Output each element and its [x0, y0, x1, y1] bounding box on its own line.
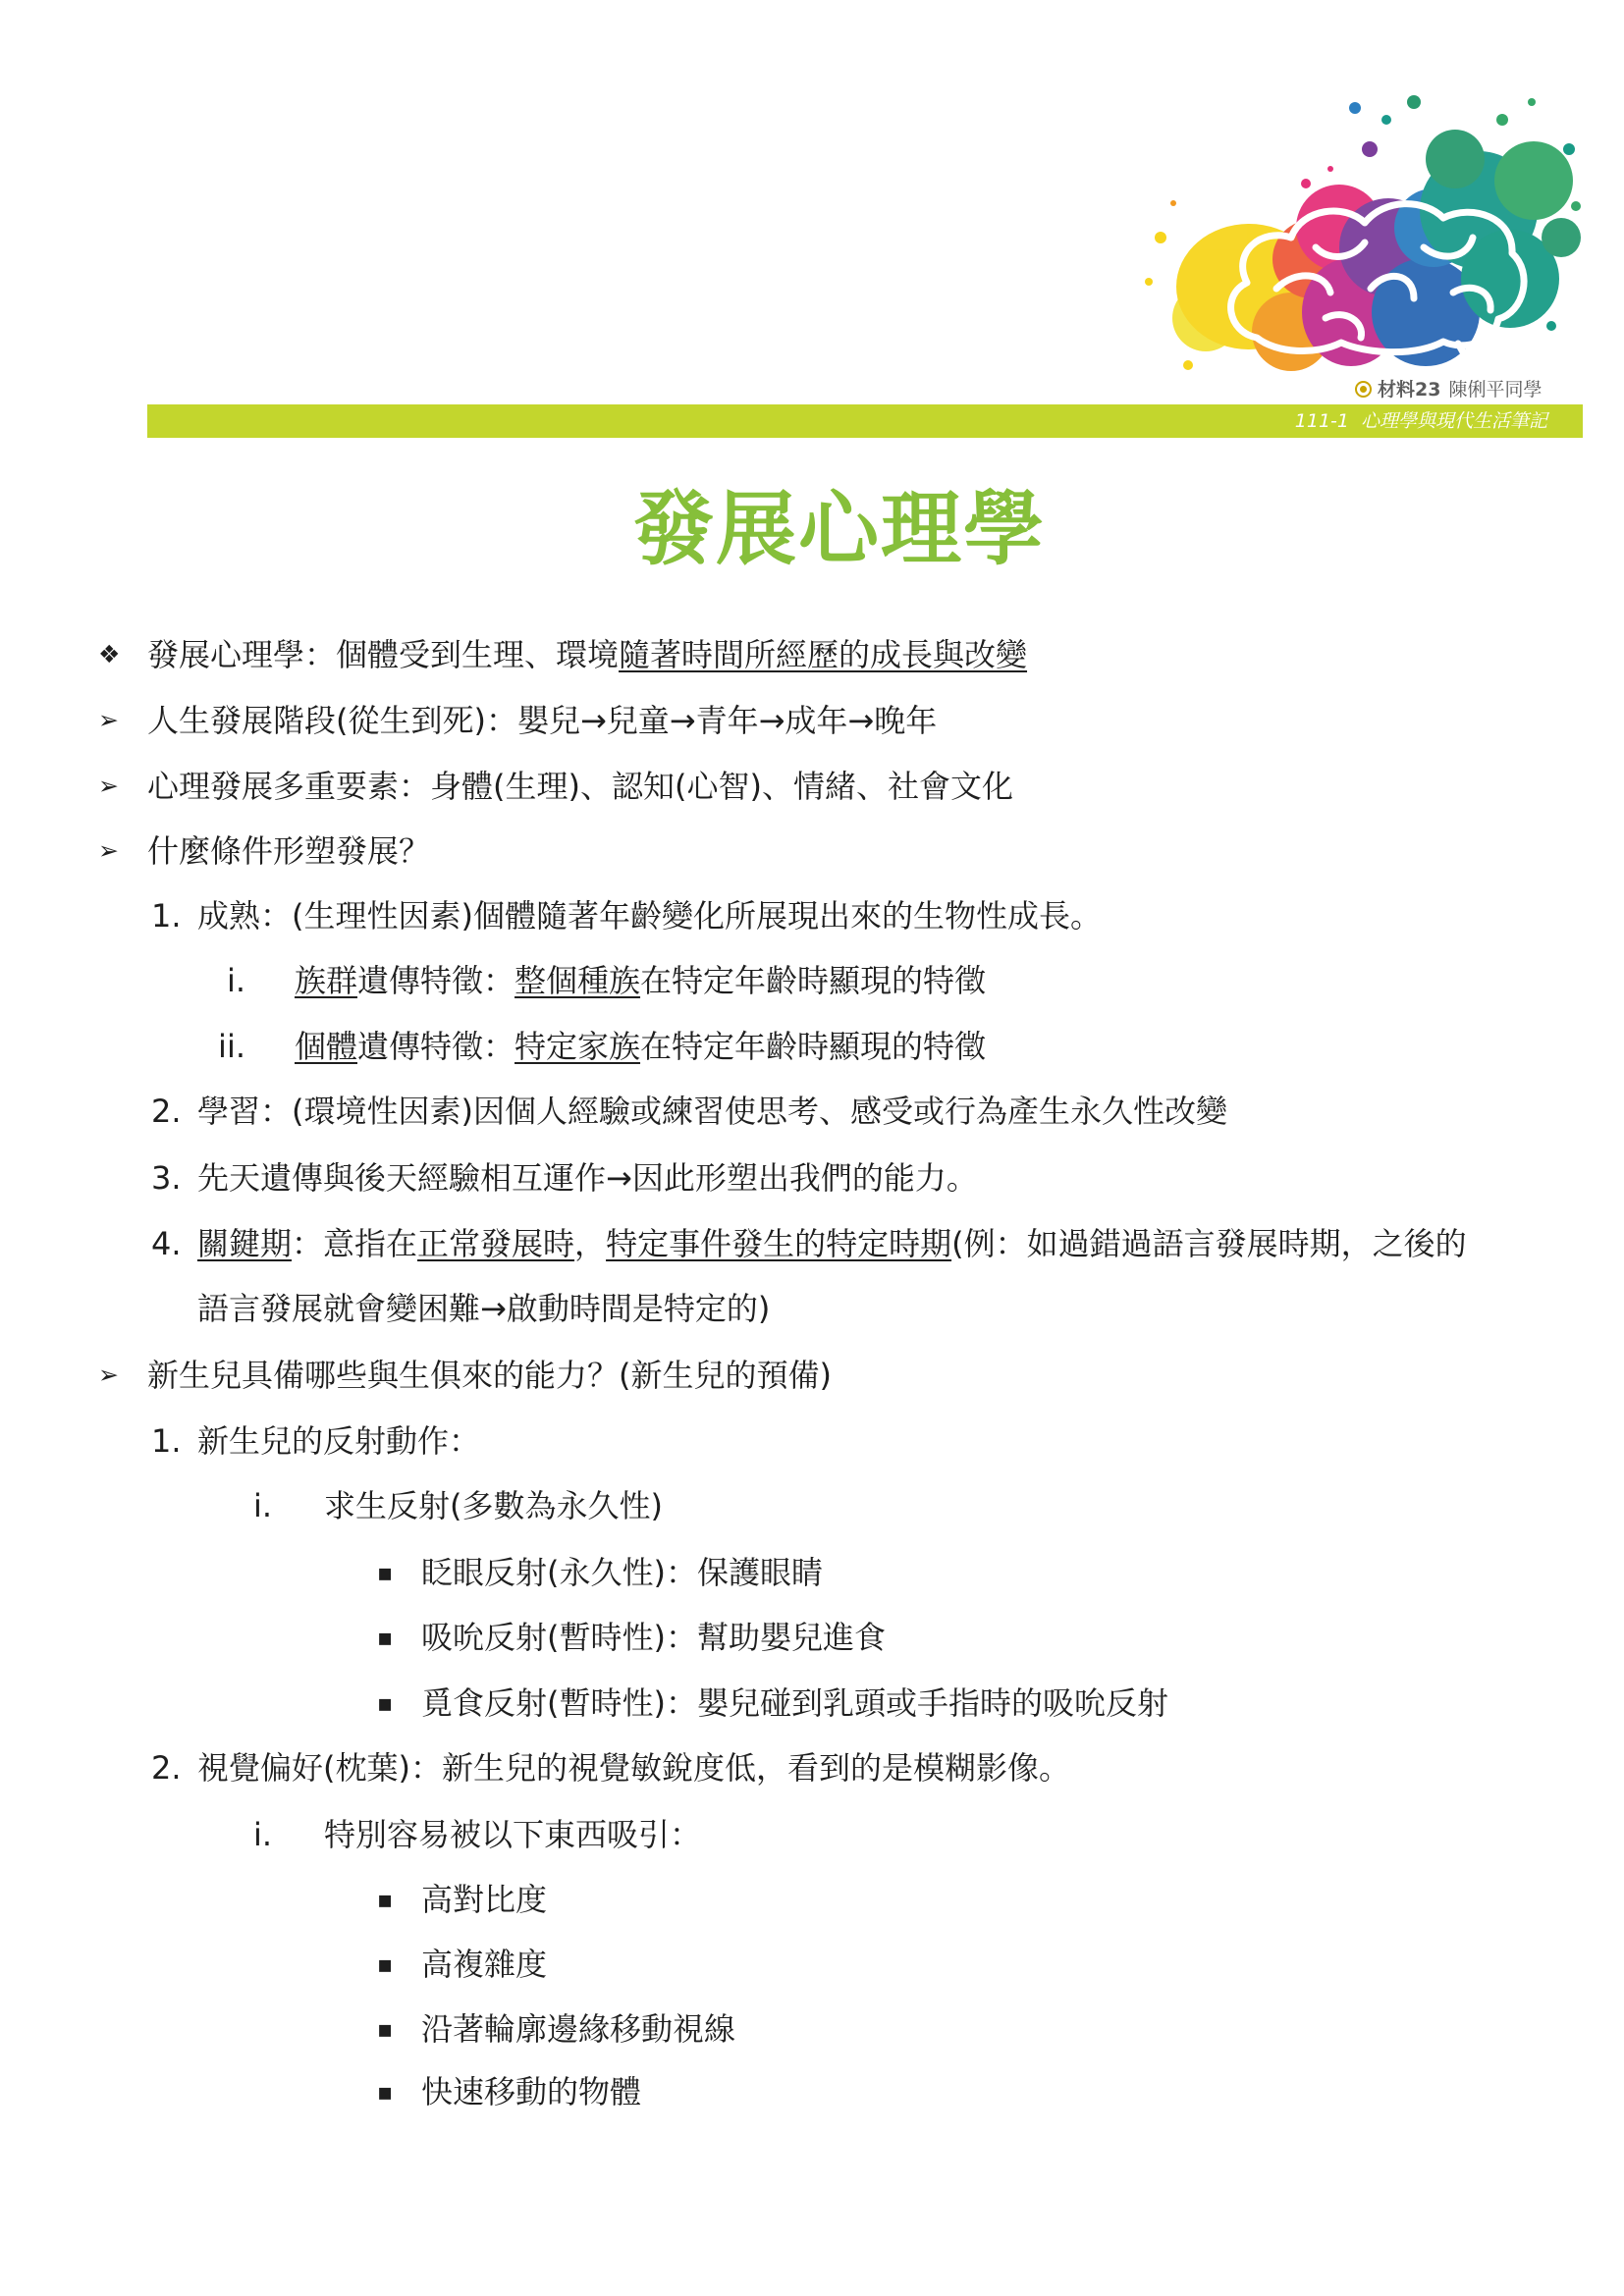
text-segment: ：意指在 — [292, 1225, 418, 1262]
list-item-text: 快速移動的物體 — [421, 2073, 642, 2110]
list-number: 2. — [151, 1093, 182, 1130]
list-item-text: 成熟：(生理性因素)個體隨著年齡變化所展現出來的生物性成長。 — [197, 897, 1102, 934]
list-item-text: 高對比度 — [421, 1881, 548, 1918]
list-number: 2. — [151, 1749, 182, 1787]
course-code: 111-1 — [1294, 410, 1349, 432]
list-item — [0, 1024, 1624, 1069]
square-bullet-icon: ▪ — [377, 1689, 394, 1717]
list-item — [0, 698, 1624, 743]
page-title: 發展心理學 — [632, 483, 1046, 576]
list-number: 4. — [151, 1225, 182, 1262]
list-item-text: 高複雜度 — [421, 1946, 548, 1983]
arrow-bullet-icon: ➢ — [98, 836, 119, 865]
course-label — [1295, 404, 1547, 438]
list-item-text: 語言發展就會變困難→啟動時間是特定的) — [197, 1290, 771, 1327]
list-item-text — [147, 632, 1027, 677]
underlined-text: 個體 — [295, 1028, 358, 1065]
text-segment: 發展心理學：個體受到生理、環境 — [147, 636, 620, 673]
list-item — [0, 1615, 1624, 1660]
list-item-text: 覓食反射(暫時性)：嬰兒碰到乳頭或手指時的吸吮反射 — [421, 1684, 1168, 1722]
underlined-text: 特定家族 — [514, 1028, 641, 1065]
list-item-text — [295, 958, 986, 1003]
list-item-text: 眨眼反射(永久性)：保護眼睛 — [421, 1554, 823, 1591]
list-item — [0, 1418, 1624, 1464]
list-item — [0, 1812, 1624, 1857]
square-bullet-icon: ▪ — [377, 1624, 394, 1651]
brain-splash-icon — [1129, 90, 1591, 377]
author-name: 陳俐平同學 — [1448, 379, 1543, 400]
list-item-text: 吸吮反射(暫時性)：幫助嬰兒進食 — [421, 1619, 886, 1656]
course-title: 心理學與現代生活筆記 — [1360, 410, 1547, 432]
underlined-text: 關鍵期 — [197, 1225, 293, 1262]
underlined-text: 特定事件發生的特定時期 — [606, 1225, 952, 1262]
text-segment: 在特定年齡時顯現的特徵 — [640, 1028, 987, 1065]
underlined-text: 族群 — [295, 962, 358, 999]
arrow-bullet-icon: ➢ — [98, 772, 119, 800]
list-roman-number: i. — [253, 1816, 273, 1853]
list-item — [0, 1155, 1624, 1201]
list-item — [0, 1745, 1624, 1790]
list-item — [0, 1681, 1624, 1726]
list-item-text: 什麼條件形塑發展？ — [147, 832, 431, 870]
text-segment: ， — [574, 1225, 607, 1262]
list-item — [0, 893, 1624, 938]
square-bullet-icon: ▪ — [377, 2078, 394, 2106]
text-segment: 在特定年齡時顯現的特徵 — [640, 962, 987, 999]
list-item-text: 先天遺傳與後天經驗相互運作→因此形塑出我們的能力。 — [197, 1159, 978, 1197]
text-segment: 遺傳特徵： — [357, 1028, 515, 1065]
list-item-text: 視覺偏好(枕葉)：新生兒的視覺敏銳度低，看到的是模糊影像。 — [197, 1749, 1070, 1787]
square-bullet-icon: ▪ — [377, 1950, 394, 1978]
underlined-text: 整個種族 — [514, 962, 641, 999]
list-item — [0, 1483, 1624, 1528]
list-item — [0, 958, 1624, 1003]
list-number: 3. — [151, 1159, 182, 1197]
square-bullet-icon: ▪ — [377, 1559, 394, 1586]
list-item-text: 特別容易被以下東西吸引： — [324, 1816, 702, 1853]
list-item-continuation — [0, 1286, 1624, 1331]
author-class: 材料23 — [1378, 379, 1441, 400]
list-number: 1. — [151, 1422, 182, 1460]
list-item — [0, 1877, 1624, 1922]
list-item — [0, 2006, 1624, 2052]
square-bullet-icon: ▪ — [377, 2015, 394, 2043]
header-bar — [147, 404, 1583, 438]
list-number: 1. — [151, 897, 182, 934]
list-item-text — [295, 1024, 986, 1069]
list-roman-number: i. — [253, 1487, 273, 1524]
list-item — [0, 1221, 1624, 1266]
list-item-text: 人生發展階段(從生到死)：嬰兒→兒童→青年→成年→晚年 — [147, 702, 938, 739]
text-segment: (例：如過錯過語言發展時期，之後的 — [951, 1225, 1467, 1262]
list-item — [0, 1353, 1624, 1398]
square-bullet-icon: ▪ — [377, 1886, 394, 1913]
author-label — [1355, 377, 1542, 402]
list-roman-number: i. — [226, 962, 245, 999]
list-item — [0, 2069, 1624, 2114]
list-item-text: 新生兒的反射動作： — [197, 1422, 481, 1460]
list-item-text: 沿著輪廓邊緣移動視線 — [421, 2010, 736, 2048]
list-item — [0, 764, 1624, 809]
list-item — [0, 632, 1624, 677]
underlined-text: 正常發展時 — [417, 1225, 575, 1262]
list-item-text — [197, 1221, 1467, 1266]
text-segment: 遺傳特徵： — [357, 962, 515, 999]
list-item-text: 心理發展多重要素：身體(生理)、認知(心智)、情緒、社會文化 — [147, 768, 1013, 805]
list-roman-number: ii. — [218, 1028, 245, 1065]
list-item — [0, 1550, 1624, 1595]
list-item-text: 學習：(環境性因素)因個人經驗或練習使思考、感受或行為產生永久性改變 — [197, 1093, 1227, 1130]
list-item-text: 求生反射(多數為永久性) — [324, 1487, 663, 1524]
badge-icon — [1355, 381, 1372, 398]
list-item — [0, 1942, 1624, 1987]
diamond-bullet-icon: ❖ — [98, 640, 121, 668]
underlined-text: 隨著時間所經歷的成長與改變 — [619, 636, 1028, 673]
arrow-bullet-icon: ➢ — [98, 1361, 119, 1389]
list-item — [0, 828, 1624, 874]
arrow-bullet-icon: ➢ — [98, 706, 119, 734]
list-item-text: 新生兒具備哪些與生俱來的能力？(新生兒的預備) — [147, 1357, 832, 1394]
list-item — [0, 1089, 1624, 1134]
